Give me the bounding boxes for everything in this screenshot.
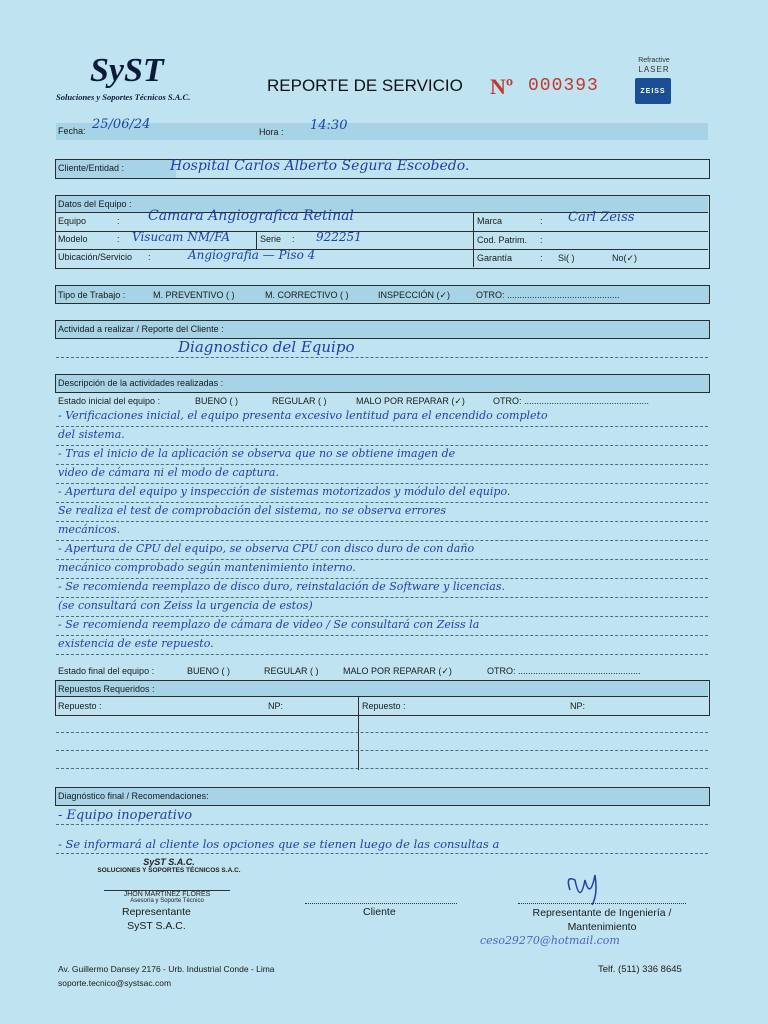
engineer-contact: ceso29270@hotmail.com [480,934,620,947]
form-title: REPORTE DE SERVICIO [267,76,463,95]
final-otro[interactable]: OTRO: ................................................. [487,666,641,676]
np-col1: NP: [268,701,284,711]
np-col2: NP: [570,701,586,711]
activity-line [56,357,708,358]
cliente-label: Cliente/Entidad : [58,163,125,173]
serie-label: Serie [260,234,282,244]
description-line[interactable]: Se realiza el test de comprobación del sistema, no se observa errores [58,504,446,517]
inspeccion-checkbox[interactable]: INSPECCIÓN (✓) [378,290,451,300]
ubicacion-value[interactable]: Angiografia — Piso 4 [188,248,316,262]
garantia-no-checkbox[interactable]: No(✓) [612,253,638,263]
modelo-value[interactable]: Visucam NM/FA [132,230,231,244]
equipment-row-line [56,249,708,250]
description-line[interactable]: mecánico comprobado según mantenimiento interno. [58,561,356,574]
repuesto-col2: Repuesto : [362,701,406,711]
rep-syst-company: SyST S.A.C. [127,920,186,932]
engineer-signature [520,906,684,934]
hora-value[interactable]: 14:30 [310,118,348,133]
stamp-subtitle: SOLUCIONES Y SOPORTES TÉCNICOS S.A.C. [97,867,241,874]
inicial-bueno-checkbox[interactable]: BUENO ( ) [195,396,239,406]
garantia-si-checkbox[interactable]: Si( ) [558,253,575,263]
description-line[interactable]: video de cámara ni el modo de captura. [58,466,279,479]
equipment-col-line [256,231,257,249]
equipment-section-label: Datos del Equipo : [58,199,132,209]
footer-phone: Telf. (511) 336 8645 [598,964,682,975]
description-line[interactable]: (se consultará con Zeiss la urgencia de estos) [58,599,313,612]
description-rule [56,635,708,636]
diagnosis-rule [56,853,708,854]
final-bueno-checkbox[interactable]: BUENO ( ) [187,666,231,676]
engineer-label-1: Representante de Ingeniería / [532,907,672,919]
activity-value[interactable]: Diagnostico del Equipo [178,338,355,356]
description-rule [56,502,708,503]
fecha-label: Fecha: [58,126,86,136]
description-rule [56,578,708,579]
engineer-sign-line [518,903,686,904]
inicial-regular-checkbox[interactable]: REGULAR ( ) [272,396,327,406]
description-line[interactable]: mecánicos. [58,523,121,536]
equipo-label: Equipo [58,216,87,226]
cod-patrim-colon: : [540,235,543,245]
equipo-colon: : [117,216,120,226]
preventivo-checkbox[interactable]: M. PREVENTIVO ( ) [153,290,235,300]
cliente-signature-label: Cliente [363,906,396,918]
final-malo-checkbox[interactable]: MALO POR REPARAR (✓) [343,666,452,676]
estado-final-label: Estado final del equipo : [58,666,155,676]
company-logo: SyST [90,52,164,89]
description-rule [56,464,708,465]
footer-email[interactable]: soporte.tecnico@systsac.com [58,978,172,988]
description-line[interactable]: - Apertura de CPU del equipo, se observa CPU con disco duro de con daño [58,542,475,555]
brand-caption-line1: Refractive [638,57,670,64]
stamp-company: SyST S.A.C. [143,857,195,867]
diagnosis-rule [56,824,708,825]
hora-label: Hora : [259,127,284,137]
spare-parts-row [56,768,708,769]
diagnosis-line1[interactable]: - Equipo inoperativo [58,808,193,823]
ubicacion-colon: : [148,252,151,262]
description-line[interactable]: - Tras el inicio de la aplicación se observa que no se obtiene imagen de [58,447,456,460]
stamp-signer [104,890,230,904]
description-line[interactable]: - Se recomienda reemplazo de cámara de video / Se consultará con Zeiss la [58,618,480,631]
repuesto-col1: Repuesto : [58,701,102,711]
description-line[interactable]: del sistema. [58,428,125,441]
marca-value[interactable]: Carl Zeiss [568,210,635,225]
spare-parts-line [56,696,708,697]
modelo-colon: : [117,234,120,244]
description-line[interactable]: - Verificaciones inicial, el equipo presenta excesivo lentitud para el encendido completo [58,409,548,422]
date-time-bar [56,123,708,140]
rep-syst-signature [122,905,191,933]
engineer-signature-stroke [568,875,596,905]
description-rule [56,654,708,655]
serie-value[interactable]: 922251 [316,230,362,244]
work-type-otro[interactable]: OTRO: ............................................. [476,290,620,300]
company-subtitle: Soluciones y Soportes Técnicos S.A.C. [56,92,191,102]
garantia-colon: : [540,253,543,263]
stamp-name: JHON MARTINEZ FLORES [123,891,211,898]
number-label: Nº [490,74,514,99]
serie-colon: : [292,234,295,244]
brand-caption [636,56,672,74]
final-regular-checkbox[interactable]: REGULAR ( ) [264,666,319,676]
description-line[interactable]: - Apertura del equipo y inspección de sistemas motorizados y módulo del equipo. [58,485,511,498]
marca-colon: : [540,216,543,226]
ubicacion-label: Ubicación/Servicio [58,252,133,262]
description-line[interactable]: - Se recomienda reemplazo de disco duro, reinstalación de Software y licencias. [58,580,505,593]
work-type-label: Tipo de Trabajo : [58,290,126,300]
description-rule [56,521,708,522]
estado-inicial-label: Estado inicial del equipo : [58,396,161,406]
inicial-otro[interactable]: OTRO: .................................................. [493,396,650,406]
spare-parts-divider [358,696,359,770]
spare-parts-row [56,732,708,733]
zeiss-logo-icon [635,78,671,104]
cliente-value[interactable]: Hospital Carlos Alberto Segura Escobedo. [170,158,470,174]
fecha-value[interactable]: 25/06/24 [92,117,151,132]
modelo-label: Modelo [58,234,88,244]
cliente-sign-line [305,903,457,904]
brand-caption-line2: LASER [638,65,670,74]
brand-badge-text: ZEISS [640,87,666,95]
description-rule [56,616,708,617]
activity-label: Actividad a realizar / Reporte del Cliente : [58,324,224,334]
rep-syst-label: Representante [122,906,191,918]
diagnosis-line2[interactable]: - Se informará al cliente los opciones que se tienen luego de las consultas a [58,837,500,851]
garantia-label: Garantía [477,253,513,263]
description-rule [56,540,708,541]
diagnosis-label: Diagnóstico final / Recomendaciones: [58,791,209,801]
cod-patrim-label: Cod. Patrim. [477,235,528,245]
description-line[interactable]: existencia de este repuesto. [58,637,214,650]
description-label: Descripción de la actividades realizadas : [58,378,224,388]
description-rule [56,597,708,598]
description-rule [56,483,708,484]
engineer-label-2: Mantenimiento [567,921,637,933]
spare-parts-label: Repuestos Requeridos : [58,684,155,694]
report-number: 000393 [528,76,599,96]
inicial-malo-checkbox[interactable]: MALO POR REPARAR (✓) [356,396,465,406]
description-rule [56,445,708,446]
footer-address: Av. Guillermo Dansey 2176 - Urb. Industrial Conde - Lima [58,964,275,974]
equipo-value[interactable]: Camara Angiografica Retinal [148,208,354,224]
description-rule [56,559,708,560]
spare-parts-row [56,750,708,751]
description-rule [56,426,708,427]
stamp-role: Asesoría y Soporte Técnico [130,898,204,904]
equipment-col-line [473,212,474,267]
correctivo-checkbox[interactable]: M. CORRECTIVO ( ) [265,290,349,300]
company-stamp [94,857,244,874]
marca-label: Marca [477,216,503,226]
